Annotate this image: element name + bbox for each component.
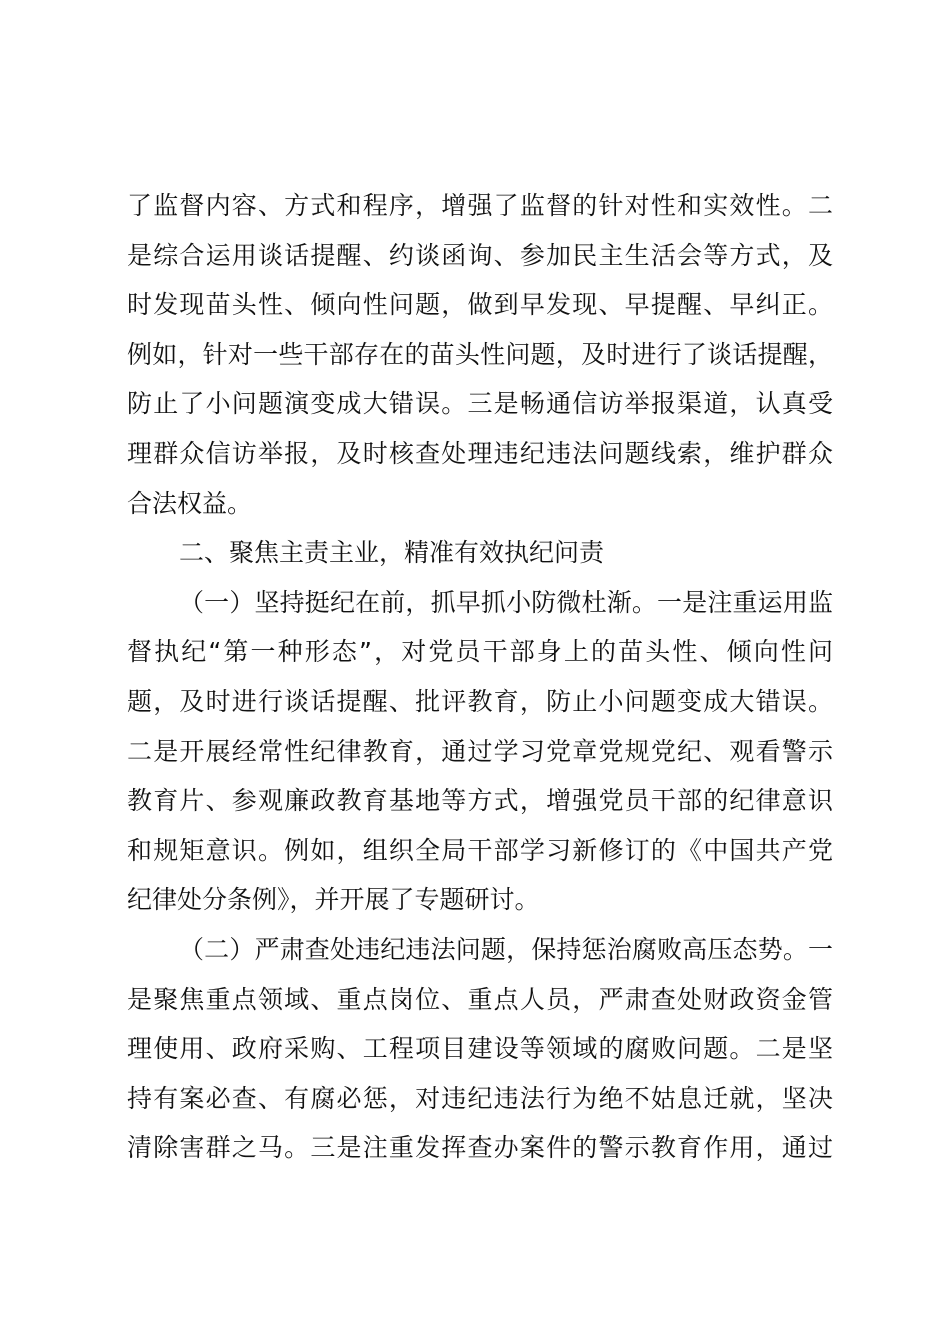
text-line: 理使用、政府采购、工程项目建设等领域的腐败问题。二是坚: [127, 1034, 833, 1064]
text-line: 督执纪“第一种形态”，对党员干部身上的苗头性、倾向性问: [127, 637, 833, 667]
text-line: 教育片、参观廉政教育基地等方式，增强党员干部的纪律意识: [127, 786, 833, 816]
text-line: 是综合运用谈话提醒、约谈函询、参加民主生活会等方式，及: [127, 240, 833, 270]
text-line: 是聚焦重点领域、重点岗位、重点人员，严肃查处财政资金管: [127, 984, 833, 1014]
text-line: 防止了小问题演变成大错误。三是畅通信访举报渠道，认真受: [127, 389, 833, 419]
text-line: 了监督内容、方式和程序，增强了监督的针对性和实效性。二: [127, 191, 833, 220]
document-body: [127, 181, 833, 1173]
body-paragraph: [127, 578, 833, 925]
text-line: （二）严肃查处违纪违法问题，保持惩治腐败高压态势。一: [179, 934, 833, 964]
text-line: 纪律处分条例》，并开展了专题研讨。: [127, 885, 540, 915]
body-paragraph: [127, 925, 833, 1173]
text-line: （一）坚持挺纪在前，抓早抓小防微杜渐。一是注重运用监: [179, 587, 833, 617]
text-line: 例如，针对一些干部存在的苗头性问题，及时进行了谈话提醒，: [127, 339, 833, 369]
text-line: 持有案必查、有腐必惩，对违纪违法行为绝不姑息迁就，坚决: [127, 1083, 833, 1113]
text-line: 理群众信访举报，及时核查处理违纪违法问题线索，维护群众: [127, 438, 833, 468]
text-line: 时发现苗头性、倾向性问题，做到早发现、早提醒、早纠正。: [127, 290, 833, 320]
text-line: 题，及时进行谈话提醒、批评教育，防止小问题变成大错误。: [127, 686, 833, 716]
heading-line: 二、聚焦主责主业，精准有效执纪问责: [179, 538, 605, 568]
text-line: 清除害群之马。三是注重发挥查办案件的警示教育作用，通过: [127, 1133, 833, 1163]
section-heading: [127, 528, 833, 578]
continuation-paragraph: [127, 181, 833, 528]
text-line: 二是开展经常性纪律教育，通过学习党章党规党纪、观看警示: [127, 736, 833, 766]
text-line: 和规矩意识。例如，组织全局干部学习新修订的《中国共产党: [127, 835, 833, 865]
text-line: 合法权益。: [127, 488, 253, 518]
